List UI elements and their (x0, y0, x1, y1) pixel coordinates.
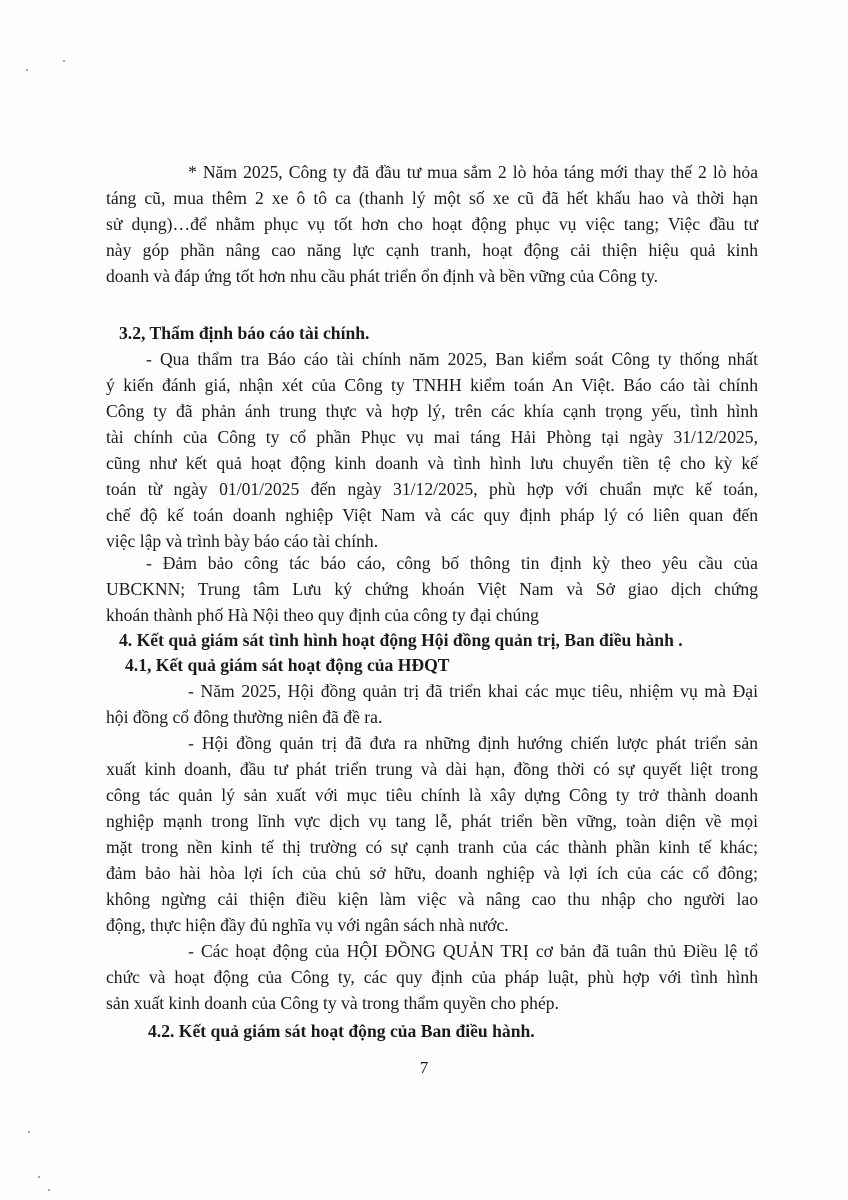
text-line: táng cũ, mua thêm 2 xe ô tô ca (thanh lý một số xe cũ đã hết khấu hao và thời hạn (106, 188, 758, 208)
section-heading: 4. Kết quả giám sát tình hình hoạt động Hội đồng quản trị, Ban điều hành . (119, 630, 683, 650)
text-line: - Các hoạt động của HỘI ĐỒNG QUẢN TRỊ cơ bản đã tuân thủ Điều lệ tổ (188, 941, 758, 961)
text-line: tài chính của Công ty cổ phần Phục vụ mai táng Hải Phòng tại ngày 31/12/2025, (106, 427, 758, 447)
text-line: ý kiến đánh giá, nhận xét của Công ty TNHH kiểm toán An Việt. Báo cáo tài chính (106, 375, 758, 395)
scan-speck (63, 60, 65, 62)
text-line: Công ty đã phản ánh trung thực và hợp lý, trên các khía cạnh trọng yếu, tình hình (106, 401, 758, 421)
text-line: này góp phần nâng cao năng lực cạnh tranh, hoạt động cải thiện hiệu quả kinh (106, 240, 758, 260)
text-line: - Qua thẩm tra Báo cáo tài chính năm 2025, Ban kiểm soát Công ty thống nhất (146, 349, 758, 369)
page-number: 7 (419, 1058, 429, 1077)
text-line: cũng như kết quả hoạt động kinh doanh và tình hình lưu chuyển tiền tệ cho kỳ kế (106, 453, 758, 473)
text-line: - Hội đồng quản trị đã đưa ra những định hướng chiến lược phát triển sản (188, 733, 758, 753)
text-line: không ngừng cải thiện điều kiện làm việc và nâng cao thu nhập cho người lao (106, 889, 758, 909)
text-line: toán từ ngày 01/01/2025 đến ngày 31/12/2025, phù hợp với chuẩn mực kế toán, (106, 479, 758, 499)
text-line: chức và hoạt động của Công ty, các quy định của pháp luật, phù hợp với tình hình (106, 967, 758, 987)
text-line: khoán thành phố Hà Nội theo quy định của công ty đại chúng (106, 605, 539, 625)
text-line: - Năm 2025, Hội đồng quản trị đã triển khai các mục tiêu, nhiệm vụ mà Đại (188, 681, 758, 701)
text-line: chế độ kế toán doanh nghiệp Việt Nam và các quy định pháp lý có liên quan đến (106, 505, 758, 525)
text-line: mặt trong nền kinh tế thị trường có sự cạnh tranh của các thành phần kinh tế khác; (106, 837, 758, 857)
subsection-heading: 4.2. Kết quả giám sát hoạt động của Ban điều hành. (148, 1021, 535, 1041)
section-heading: 3.2, Thẩm định báo cáo tài chính. (119, 323, 370, 343)
text-line: đảm bảo hài hòa lợi ích của chủ sở hữu, doanh nghiệp và lợi ích của các cổ đông; (106, 863, 758, 883)
text-line: công tác quản lý sản xuất với mục tiêu chính là xây dựng Công ty trở thành doanh (106, 785, 758, 805)
text-line: nghiệp mạnh trong lĩnh vực dịch vụ tang lễ, phát triển bền vững, toàn diện về mọi (106, 811, 758, 831)
text-line: việc lập và trình bày báo cáo tài chính. (106, 531, 379, 551)
text-line: xuất kinh doanh, đầu tư phát triển trung và dài hạn, đồng thời có sự quyết liệt trong (106, 759, 758, 779)
text-line: * Năm 2025, Công ty đã đầu tư mua sắm 2 lò hỏa táng mới thay thế 2 lò hỏa (188, 162, 758, 182)
scan-speck (38, 1176, 40, 1178)
text-line: - Đảm bảo công tác báo cáo, công bố thông tin định kỳ theo yêu cầu của (146, 553, 758, 573)
text-line: sử dụng)…để nhằm phục vụ tốt hơn cho hoạt động phục vụ việc tang; Việc đầu tư (106, 214, 758, 234)
text-line: sản xuất kinh doanh của Công ty và trong thẩm quyền cho phép. (106, 993, 559, 1013)
subsection-heading: 4.1, Kết quả giám sát hoạt động của HĐQT (125, 655, 450, 675)
text-line: UBCKNN; Trung tâm Lưu ký chứng khoán Việt Nam và Sở giao dịch chứng (106, 579, 758, 599)
text-line: động, thực hiện đầy đủ nghĩa vụ với ngân sách nhà nước. (106, 915, 509, 935)
text-line: hội đồng cổ đông thường niên đã đề ra. (106, 707, 383, 727)
scan-speck (28, 1131, 30, 1133)
text-line: doanh và đáp ứng tốt hơn nhu cầu phát triển ổn định và bền vững của Công ty. (106, 266, 659, 286)
scan-speck (26, 69, 28, 71)
scan-speck (48, 1189, 50, 1191)
